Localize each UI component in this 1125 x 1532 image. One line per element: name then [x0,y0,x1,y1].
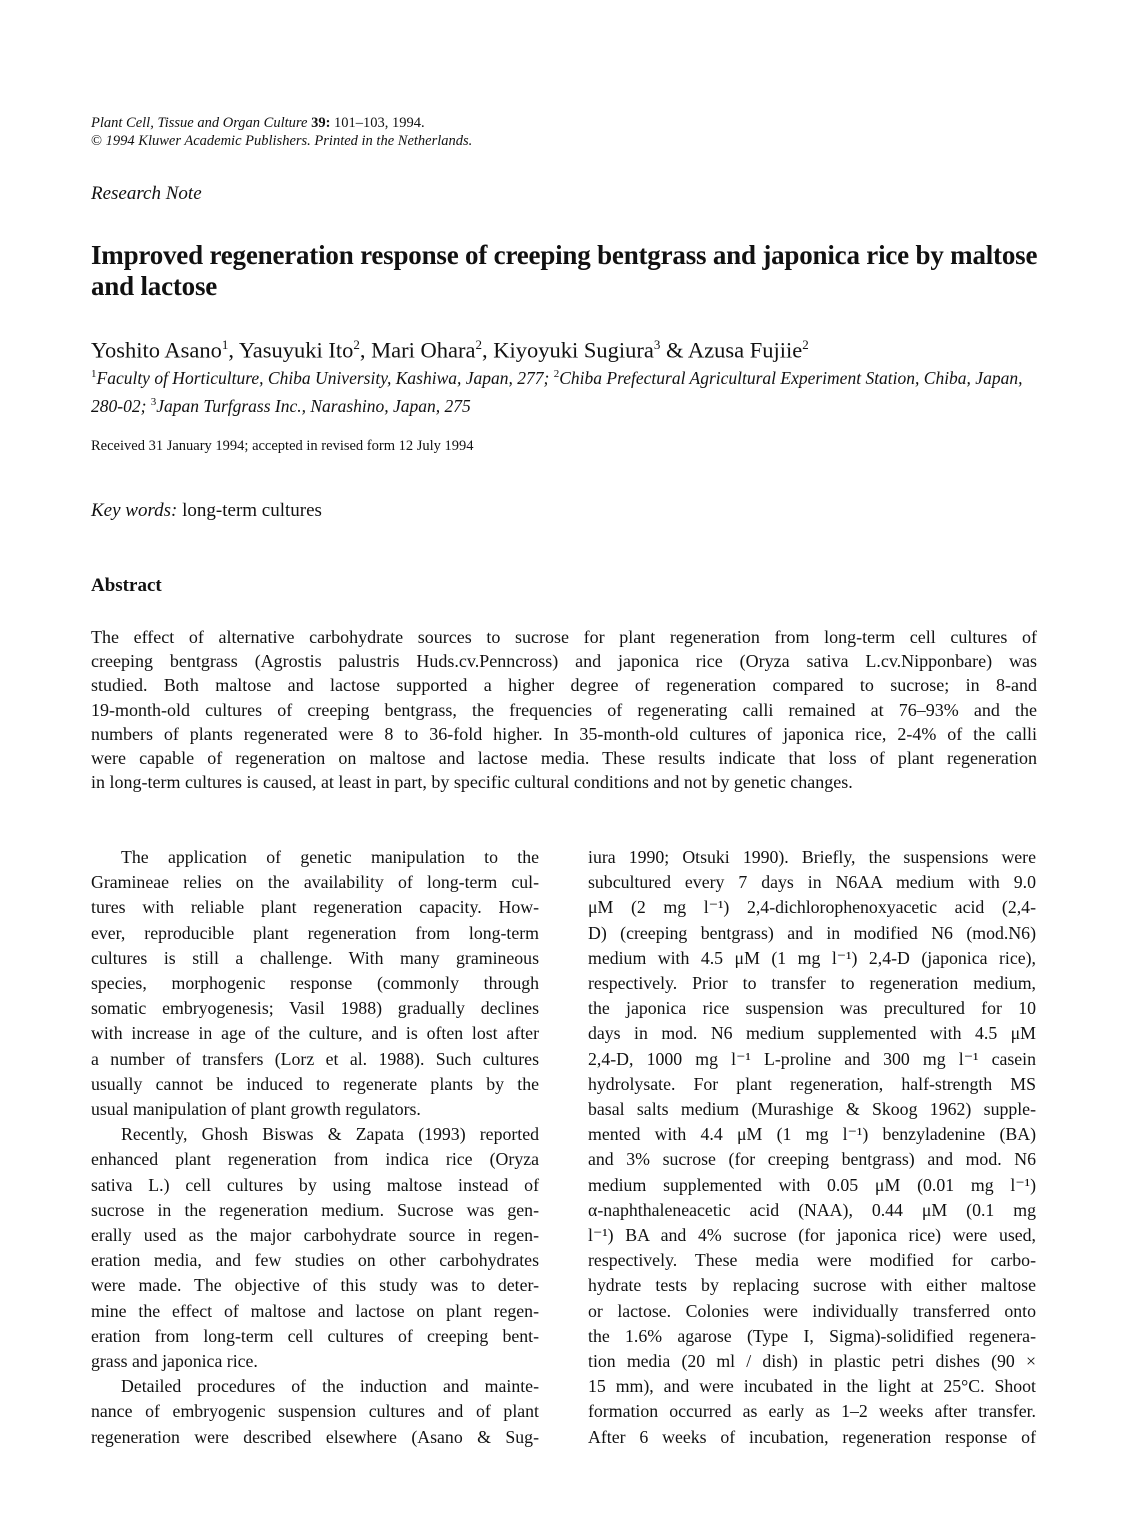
author-separator: & [660,337,688,363]
body-line: iura 1990; Otsuki 1990). Briefly, the suspensions were [588,847,1036,867]
article-type: Research Note [91,183,202,204]
abstract-line: The effect of alternative carbohydrate sources to sucrose for plant regeneration from long-term cell cultures of [91,627,1037,647]
author-name: Mari Ohara [371,337,476,363]
body-line: cultures is still a challenge. With many gramineous [91,947,539,968]
body-line: and 3% sucrose (for creeping bentgrass) and mod. N6 [588,1149,1036,1170]
body-line: ever, reproducible plant regeneration from long-term [91,922,539,943]
abstract-line: in long-term cultures is caused, at least in part, by specific cultural conditions and not by genetic changes. [91,772,853,793]
body-line: erally used as the major carbohydrate source in regen- [91,1225,539,1246]
body-line: D) (creeping bentgrass) and in modified N6 (mod.N6) [588,922,1036,943]
author-affiliation-mark: 2 [802,337,809,352]
received-dates: Received 31 January 1994; accepted in revised form 12 July 1994 [91,438,474,454]
author-affiliation-mark: 2 [353,337,360,352]
body-line: were made. The objective of this study was to deter- [91,1275,539,1296]
body-line: Gramineae relies on the availability of long-term cul- [91,872,539,893]
body-line: medium supplemented with 0.05 μM (0.01 mg l⁻¹) [588,1174,1036,1195]
abstract-line: were capable of regeneration on maltose and lactose media. These results indicate that loss of plant regeneration [91,748,1037,769]
body-line: α-naphthaleneacetic acid (NAA), 0.44 μM (0.1 mg [588,1199,1036,1220]
body-line: hydrate tests by replacing sucrose with either maltose [588,1275,1036,1296]
abstract-line: 19-month-old cultures of creeping bentgrass, the frequencies of regenerating calli remained at 76–93% and the [91,699,1037,720]
body-line: The application of genetic manipulation to the [121,847,539,867]
body-column-right [588,845,1036,1450]
body-line: After 6 weeks of incubation, regeneration response of [588,1426,1036,1447]
body-line: eration media, and few studies on other carbohydrates [91,1250,539,1271]
author-separator: , [228,337,239,363]
author-separator: , [359,337,372,363]
author-affiliation-mark: 2 [475,337,482,352]
abstract-text [91,625,1037,794]
author-name: Yoshito Asano [91,337,222,363]
body-line: eration from long-term cell cultures of creeping bent- [91,1325,539,1346]
author-name: Azusa Fujiie [687,337,803,363]
abstract-line: studied. Both maltose and lactose supported a higher degree of regeneration compared to sucrose; in 8-and [91,675,1037,696]
body-line: the 1.6% agarose (Type I, Sigma)-solidified regenera- [588,1325,1036,1346]
body-line: mented with 4.4 μM (1 mg l⁻¹) benzyladenine (BA) [588,1124,1036,1145]
author-name: Kiyoyuki Sugiura [493,337,654,363]
author-affiliation-mark: 3 [653,337,661,352]
article-title: Improved regeneration response of creeping bentgrass and japonica rice by maltose and lactose [91,240,1038,301]
body-line: somatic embryogenesis; Vasil 1988) gradually declines [91,998,539,1019]
body-line: 2,4-D, 1000 mg l⁻¹ L-proline and 300 mg l⁻¹ casein [588,1048,1036,1069]
affiliation-2: Chiba Prefectural Agricultural Experiment Station, Chiba, Japan, 280-02; [91,367,1023,416]
body-line: respectively. These media were modified for carbo- [588,1250,1036,1271]
keywords [91,500,322,522]
body-line: a number of transfers (Lorz et al. 1988). Such cultures [91,1048,539,1069]
abstract-line: numbers of plants regenerated were 8 to 36-fold higher. In 35-month-old cultures of japonica rice, 2-4% of the calli [91,723,1037,744]
affiliations [91,362,1051,418]
copyright-symbol: © [91,133,103,149]
author-separator: , [482,337,494,363]
body-line: usually cannot be induced to regenerate plants by the [91,1073,539,1094]
body-line: with increase in age of the culture, and is often lost after [91,1023,539,1044]
body-line: tion media (20 ml / dish) in plastic petri dishes (90 × [588,1351,1036,1372]
body-line: nance of embryogenic suspension cultures and of plant [91,1401,539,1422]
body-line: grass and japonica rice. [91,1351,258,1372]
copyright-text: 1994 Kluwer Academic Publishers. Printed in the Netherlands. [105,133,473,149]
body-column-left [91,845,539,1450]
body-line: Recently, Ghosh Biswas & Zapata (1993) reported [121,1124,539,1145]
body-line: sucrose in the regeneration medium. Sucrose was gen- [91,1199,539,1220]
body-line: formation occurred as early as 1–2 weeks after transfer. [588,1401,1036,1422]
affiliation-mark-2: 2 [553,368,560,380]
body-line: mine the effect of maltose and lactose on plant regen- [91,1300,539,1321]
body-line: regeneration were described elsewhere (Asano & Sug- [91,1426,539,1447]
body-line: basal salts medium (Murashige & Skoog 1962) supple- [588,1099,1036,1120]
body-line: Detailed procedures of the induction and mainte- [121,1376,539,1397]
keywords-text: long-term cultures [182,500,322,521]
body-line: usual manipulation of plant growth regulators. [91,1099,421,1120]
journal-pages-year: 101–103, 1994. [334,115,425,131]
body-line: medium with 4.5 μM (1 mg l⁻¹) 2,4-D (japonica rice), [588,947,1036,968]
body-line: subcultured every 7 days in N6AA medium with 9.0 [588,872,1036,893]
body-line: or lactose. Colonies were individually transferred onto [588,1300,1036,1321]
journal-citation [91,114,425,133]
keywords-label: Key words: [91,500,178,521]
affiliation-3: Japan Turfgrass Inc., Narashino, Japan, 275 [156,395,471,416]
author-list [91,331,809,365]
body-line: 15 mm), and were incubated in the light at 25°C. Shoot [588,1376,1036,1397]
affiliation-mark-3: 3 [150,395,157,408]
abstract-heading: Abstract [91,575,162,596]
body-line: enhanced plant regeneration from indica rice (Oryza [91,1149,539,1170]
affiliation-mark-1: 1 [91,368,97,380]
body-line: l⁻¹) BA and 4% sucrose (for japonica rice) were used, [588,1225,1036,1246]
abstract-line: creeping bentgrass (Agrostis palustris Huds.cv.Penncross) and japonica rice (Oryza sativa L.cv.Nipponbare) was [91,651,1037,672]
body-line: μM (2 mg l⁻¹) 2,4-dichlorophenoxyacetic acid (2,4- [588,897,1036,918]
body-line: the japonica rice suspension was precultured for 10 [588,998,1036,1019]
author-affiliation-mark: 1 [221,337,229,352]
body-line: tures with reliable plant regeneration capacity. How- [91,897,539,918]
journal-name: Plant Cell, Tissue and Organ Culture [91,115,308,131]
copyright-line [91,132,472,151]
body-line: hydrolysate. For plant regeneration, half-strength MS [588,1073,1036,1094]
body-line: respectively. Prior to transfer to regeneration medium, [588,973,1036,994]
journal-volume: 39: [311,115,331,131]
body-line: days in mod. N6 medium supplemented with 4.5 μM [588,1023,1036,1044]
affiliation-1: Faculty of Horticulture, Chiba University, Kashiwa, Japan, 277; [96,367,554,388]
author-name: Yasuyuki Ito [238,337,354,363]
body-line: sativa L.) cell cultures by using maltose instead of [91,1174,539,1195]
body-line: species, morphogenic response (commonly through [91,973,539,994]
